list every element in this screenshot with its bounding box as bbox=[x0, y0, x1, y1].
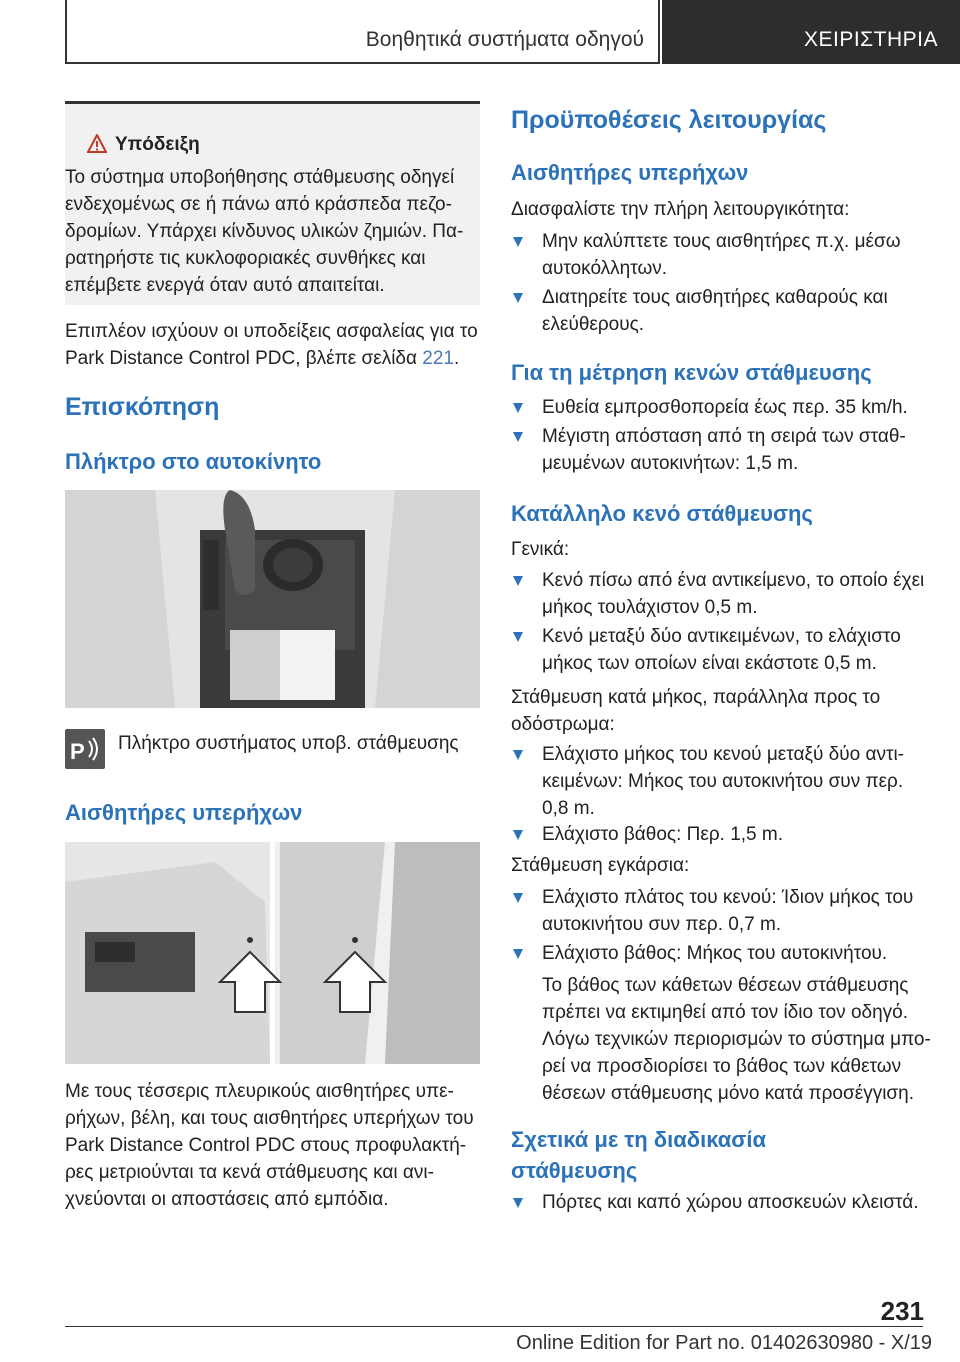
bullet-triangle-icon bbox=[513, 293, 523, 303]
chapter-tab bbox=[662, 0, 960, 64]
bullet-triangle-icon bbox=[513, 237, 523, 247]
list-line: 0,8 m. bbox=[542, 798, 595, 819]
perpendicular-note bbox=[542, 972, 934, 1107]
list-line: μήκος των οποίων είναι εκάστοτε 0,5 m. bbox=[542, 653, 877, 674]
list-item bbox=[511, 284, 931, 338]
list-item bbox=[511, 567, 931, 621]
warning-triangle-icon bbox=[87, 134, 107, 154]
sensors-photo bbox=[65, 842, 480, 1064]
list-item bbox=[511, 623, 931, 677]
note-line: Το βάθος των κάθετων θέσεων στάθμευσης bbox=[542, 975, 909, 996]
intro-tail: . bbox=[453, 348, 460, 369]
list-line: Μέγιστη απόσταση από τη σειρά των σταθ- bbox=[542, 426, 906, 447]
intro-line: Επιπλέον ισχύουν οι υποδείξεις ασφαλείας για το bbox=[65, 321, 478, 342]
note-line: Λόγω τεχνικών περιορισμών το σύστημα μπο- bbox=[542, 1029, 931, 1050]
warning-line: Το σύστημα υποβοήθησης στάθμευσης οδηγεί bbox=[65, 167, 455, 188]
perpendicular-label: Στάθμευση εγκάρσια: bbox=[511, 855, 690, 876]
general-label: Γενικά: bbox=[511, 539, 570, 560]
list-item bbox=[511, 821, 931, 848]
parallel-label bbox=[511, 684, 931, 738]
measure-heading: Για τη μέτρηση κενών στάθμευσης bbox=[511, 360, 872, 385]
list-line: Κενό πίσω από ένα αντικείμενο, το οποίο έχει bbox=[542, 570, 925, 591]
intro-paragraph bbox=[65, 318, 485, 372]
list-line: Ελάχιστο μήκος του κενού μεταξύ δύο αντι- bbox=[542, 744, 905, 765]
bullet-triangle-icon bbox=[513, 750, 523, 760]
list-line: Διατηρείτε τους αισθητήρες καθαρούς και bbox=[542, 287, 888, 308]
list-line: Κενό μεταξύ δύο αντικειμένων, το ελάχιστο bbox=[542, 626, 901, 647]
suitable-heading: Κατάλληλο κενό στάθμευσης bbox=[511, 501, 813, 526]
bullet-triangle-icon bbox=[513, 632, 523, 642]
warning-line: επέμβετε ενεργά όταν αυτό απαιτείται. bbox=[65, 275, 385, 296]
page-number: 231 bbox=[880, 1296, 924, 1326]
list-item bbox=[511, 940, 931, 967]
sensors-heading-right: Αισθητήρες υπερήχων bbox=[511, 160, 749, 185]
warning-box bbox=[65, 101, 480, 305]
procedure-heading-line: Σχετικά με τη διαδικασία bbox=[511, 1127, 766, 1152]
svg-text:P: P bbox=[70, 739, 85, 764]
list-line: αυτοκόλλητων. bbox=[542, 258, 668, 279]
edition-text: Online Edition for Part no. 01402630980 - X/19 bbox=[516, 1332, 932, 1354]
list-line: μήκος τουλάχιστον 0,5 m. bbox=[542, 597, 758, 618]
section-title-box bbox=[65, 0, 660, 64]
sensors-description bbox=[65, 1078, 485, 1213]
bullet-triangle-icon bbox=[513, 949, 523, 959]
chapter-tab-label: ΧΕΙΡΙΣΤΗΡΙΑ bbox=[803, 28, 938, 51]
bullet-triangle-icon bbox=[513, 830, 523, 840]
note-line: ρεί να προσδιορίσει το βάθος των κάθετων bbox=[542, 1056, 902, 1077]
list-line: Ελάχιστο βάθος: Περ. 1,5 m. bbox=[542, 824, 783, 845]
sensors-line: ρες μετριούνται τα κενά στάθμευσης και ανι- bbox=[65, 1162, 434, 1183]
list-line: ελεύθερους. bbox=[542, 314, 645, 335]
list-line: κειμένων: Μήκος του αυτοκινήτου συν περ. bbox=[542, 771, 904, 792]
note-line: πρέπει να εκτιμηθεί από τον ίδιο τον οδηγό. bbox=[542, 1002, 909, 1023]
warning-title: Υπόδειξη bbox=[115, 134, 200, 155]
warning-line: ενδεχομένως σε ή πάνω από κράσπεδα πεζο- bbox=[65, 194, 452, 215]
list-line: Ευθεία εμπροσθοπορεία έως περ. 35 km/h. bbox=[542, 397, 908, 418]
procedure-heading-line: στάθμευσης bbox=[511, 1158, 638, 1183]
sensors-heading-left: Αισθητήρες υπερήχων bbox=[65, 800, 303, 825]
list-line: Μην καλύπτετε τους αισθητήρες π.χ. μέσω bbox=[542, 231, 901, 252]
console-illustration bbox=[65, 490, 480, 708]
list-item bbox=[511, 394, 931, 421]
list-line: Ελάχιστο βάθος: Μήκος του αυτοκινήτου. bbox=[542, 943, 888, 964]
page-ref-link[interactable]: 221 bbox=[422, 348, 454, 369]
list-item bbox=[511, 1189, 931, 1216]
warning-line: δρομίων. Υπάρχει κίνδυνος υλικών ζημιών. Πα- bbox=[65, 221, 464, 242]
note-line: θέσεων στάθμευσης μόνο κατά προσέγγιση. bbox=[542, 1083, 914, 1104]
bullet-triangle-icon bbox=[513, 432, 523, 442]
bullet-triangle-icon bbox=[513, 576, 523, 586]
bullet-triangle-icon bbox=[513, 893, 523, 903]
overview-heading: Επισκόπηση bbox=[65, 393, 220, 421]
procedure-heading bbox=[511, 1124, 766, 1186]
list-line: αυτοκινήτου συν περ. 0,7 m. bbox=[542, 914, 782, 935]
parallel-line: Στάθμευση κατά μήκος, παράλληλα προς το bbox=[511, 687, 881, 708]
list-item bbox=[511, 228, 931, 282]
warning-text bbox=[65, 164, 470, 299]
section-title: Βοηθητικά συστήματα οδηγού bbox=[365, 28, 644, 51]
sensors-line: Με τους τέσσερις πλευρικούς αισθητήρες υπε- bbox=[65, 1081, 454, 1102]
intro-text: Park Distance Control PDC, βλέπε σελίδα bbox=[65, 348, 423, 369]
button-caption: Πλήκτρο συστήματος υποβ. στάθμευσης bbox=[118, 733, 459, 754]
warning-line: ρατηρήστε τις κυκλοφοριακές συνθήκες και bbox=[65, 248, 426, 269]
sensors-line: Park Distance Control PDC στους προφυλακτή- bbox=[65, 1135, 467, 1156]
sensors-intro: Διασφαλίστε την πλήρη λειτουργικότητα: bbox=[511, 199, 850, 220]
page-header bbox=[65, 0, 960, 65]
list-line: Πόρτες και καπό χώρου αποσκευών κλειστά. bbox=[542, 1192, 919, 1213]
bullet-triangle-icon bbox=[513, 403, 523, 413]
list-line: Ελάχιστο πλάτος του κενού: Ίδιον μήκος του bbox=[542, 887, 914, 908]
list-line: μευμένων αυτοκινήτων: 1,5 m. bbox=[542, 453, 799, 474]
list-item bbox=[511, 884, 931, 938]
sensors-line: χνεύονται οι αποστάσεις από εμπόδια. bbox=[65, 1189, 389, 1210]
console-photo bbox=[65, 490, 480, 708]
button-heading: Πλήκτρο στο αυτοκίνητο bbox=[65, 449, 322, 474]
bullet-triangle-icon bbox=[513, 1198, 523, 1208]
sensors-line: ρήχων, βέλη, και τους αισθητήρες υπερήχων του bbox=[65, 1108, 474, 1129]
list-item bbox=[511, 741, 931, 822]
list-item bbox=[511, 423, 931, 477]
intro-line bbox=[65, 345, 485, 372]
parallel-line: οδόστρωμα: bbox=[511, 714, 615, 735]
footer-divider bbox=[65, 1326, 923, 1327]
park-assist-button-icon bbox=[65, 729, 105, 769]
sensors-illustration bbox=[65, 842, 480, 1064]
requirements-heading: Προϋποθέσεις λειτουργίας bbox=[511, 106, 827, 134]
